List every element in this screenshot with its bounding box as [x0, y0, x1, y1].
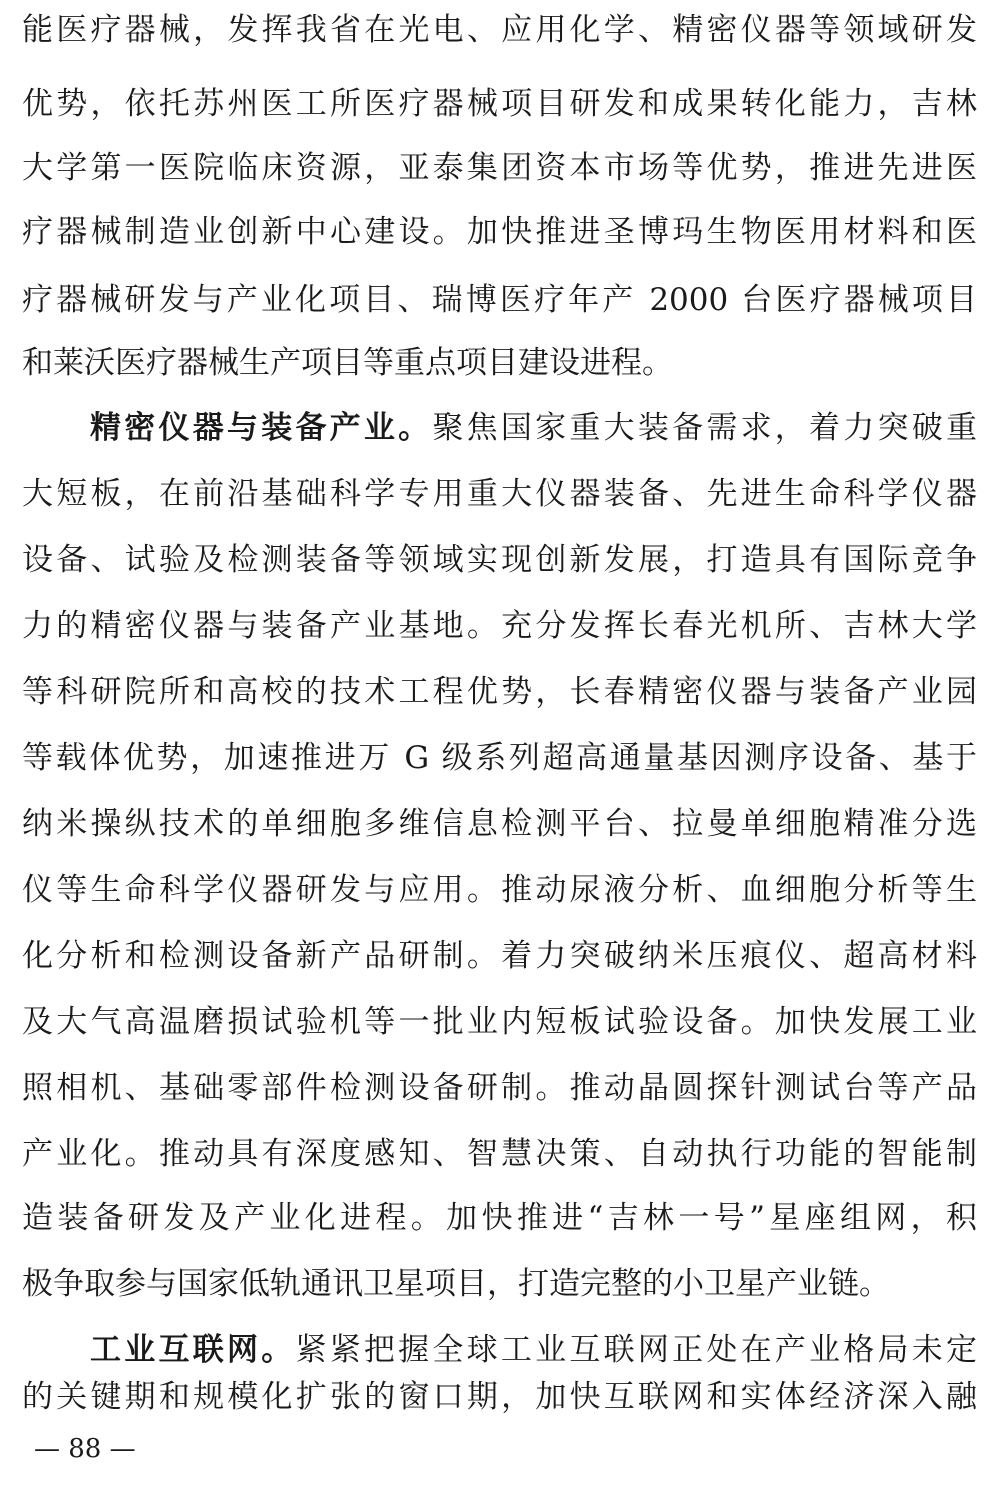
text-line: 疗器械制造业创新中心建设。加快推进圣博玛生物医用材料和医: [22, 214, 977, 250]
section-heading-precision-instruments: 精密仪器与装备产业。: [90, 410, 433, 446]
text-line: 疗器械研发与产业化项目、瑞博医疗年产 2000 台医疗器械项目: [22, 282, 977, 318]
text-line: 能医疗器械，发挥我省在光电、应用化学、精密仪器等领域研发: [22, 12, 977, 48]
text-line: 极争取参与国家低轨通讯卫星项目，打造完整的小卫星产业链。: [22, 1266, 890, 1302]
text-line: 及大气高温磨损试验机等一批业内短板试验设备。加快发展工业: [22, 1004, 977, 1040]
text-line: 和莱沃医疗器械生产项目等重点项目建设进程。: [22, 345, 673, 381]
text-span: 聚焦国家重大装备需求，着力突破重: [432, 410, 978, 446]
text-line: 照相机、基础零部件检测设备研制。推动晶圆探针测试台等产品: [22, 1070, 977, 1106]
text-line: 大短板，在前沿基础科学专用重大仪器装备、先进生命科学仪器: [22, 476, 977, 512]
text-line: 等科研院所和高校的技术工程优势，长春精密仪器与装备产业园: [22, 674, 977, 710]
text-line: 大学第一医院临床资源，亚泰集团资本市场等优势，推进先进医: [22, 150, 977, 186]
text-line: 造装备研发及产业化进程。加快推进“吉林一号”星座组网，积: [22, 1200, 977, 1236]
text-line: 纳米操纵技术的单细胞多维信息检测平台、拉曼单细胞精准分选: [22, 806, 977, 842]
text-line: 仪等生命科学仪器研发与应用。推动尿液分析、血细胞分析等生: [22, 872, 977, 908]
text-line: 优势，依托苏州医工所医疗器械项目研发和成果转化能力，吉林: [22, 86, 977, 122]
text-span: 紧紧把握全球工业互联网正处在产业格局未定: [295, 1332, 978, 1368]
text-line: 力的精密仪器与装备产业基地。充分发挥长春光机所、吉林大学: [22, 608, 977, 644]
paragraph-first-line: [90, 1330, 977, 1370]
text-line: 产业化。推动具有深度感知、智慧决策、自动执行功能的智能制: [22, 1136, 977, 1172]
section-heading-industrial-internet: 工业互联网。: [90, 1332, 296, 1368]
page-number: — 88 —: [34, 1434, 136, 1464]
text-line: 等载体优势，加速推进万 G 级系列超高通量基因测序设备、基于: [22, 740, 977, 776]
text-line: 化分析和检测设备新产品研制。着力突破纳米压痕仪、超高材料: [22, 938, 977, 974]
text-line: 设备、试验及检测装备等领域实现创新发展，打造具有国际竞争: [22, 542, 977, 578]
paragraph-first-line: [90, 408, 977, 448]
text-line: 的关键期和规模化扩张的窗口期，加快互联网和实体经济深入融: [22, 1379, 977, 1415]
